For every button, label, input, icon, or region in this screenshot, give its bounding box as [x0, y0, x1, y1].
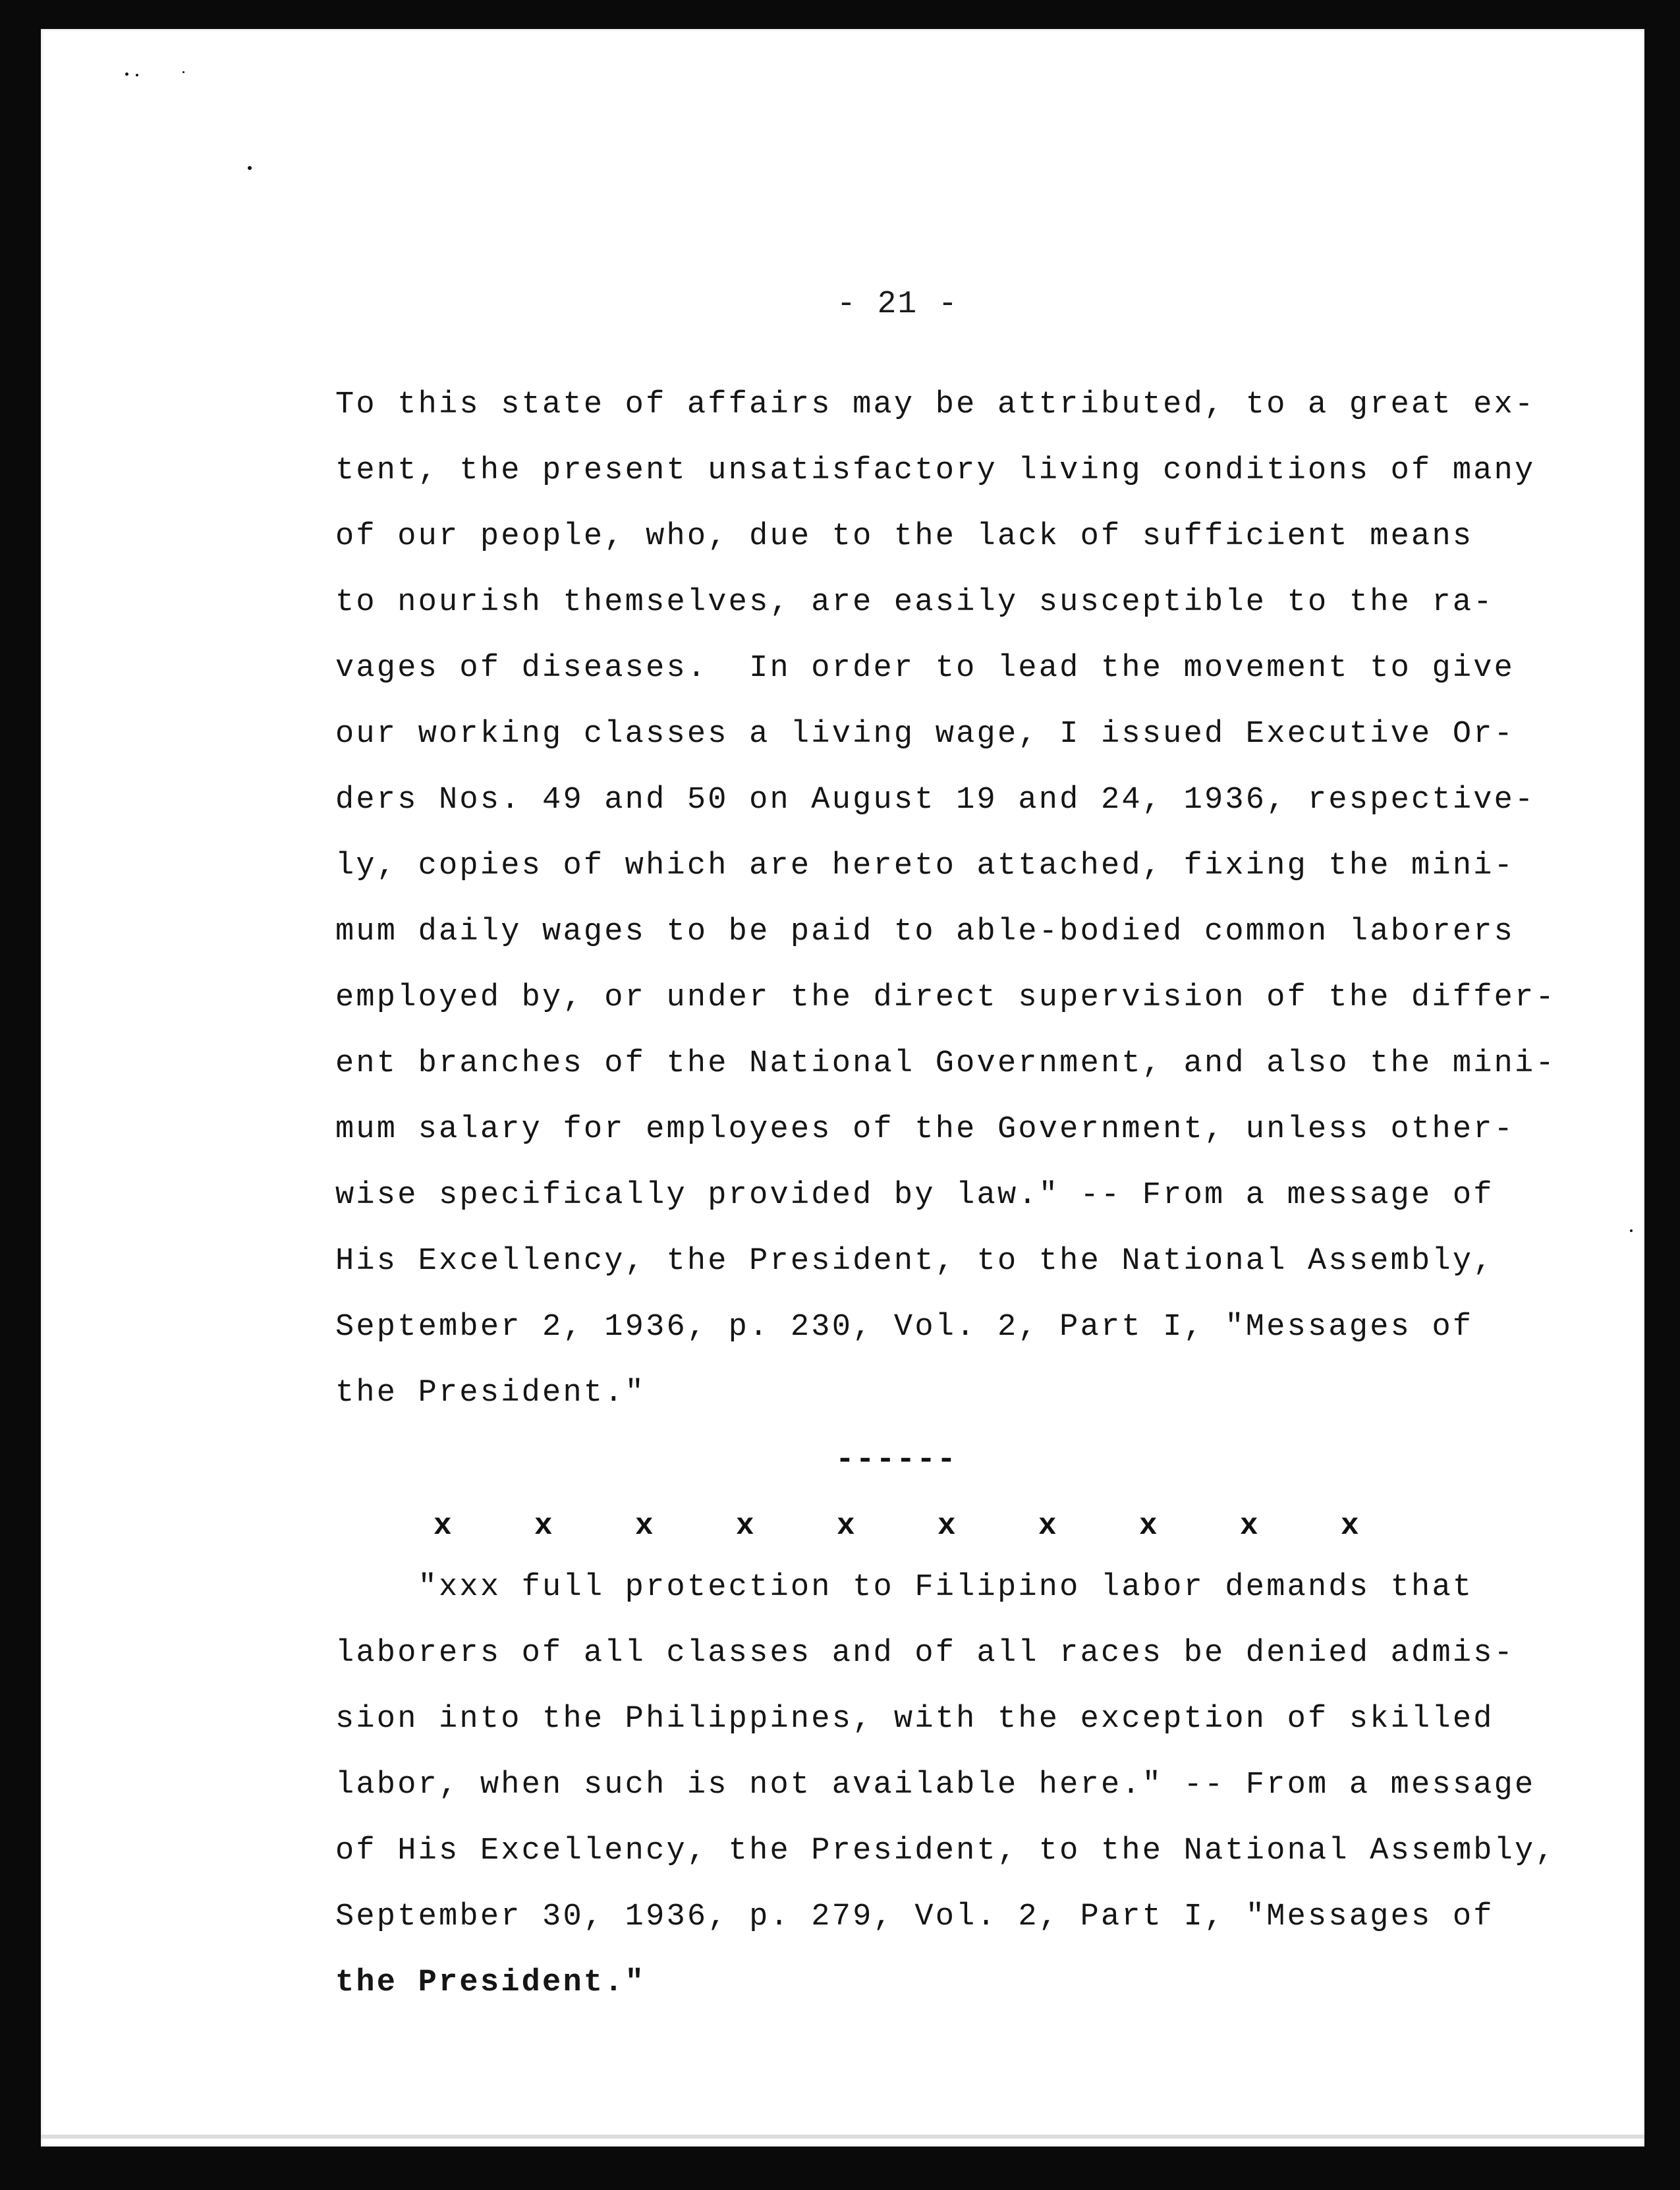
- text-line: ent branches of the National Government, and also the mini-: [335, 1046, 1556, 1081]
- text-line: to nourish themselves, are easily susceptible to the ra-: [335, 585, 1494, 620]
- text-line: mum salary for employees of the Government, unless other-: [335, 1112, 1515, 1147]
- text-line: mum daily wages to be paid to able-bodied common laborers: [335, 914, 1515, 949]
- scan-speck: [182, 71, 184, 73]
- scan-speck: [248, 166, 252, 170]
- omission-mark: x: [534, 1509, 553, 1543]
- omission-mark: x: [434, 1509, 452, 1543]
- omission-mark: x: [837, 1509, 855, 1543]
- omission-mark: x: [736, 1509, 754, 1543]
- text-line: September 2, 1936, p. 230, Vol. 2, Part I, "Messages of: [335, 1310, 1474, 1345]
- omission-marks-row: [434, 1509, 1389, 1548]
- text-line: our working classes a living wage, I issued Executive Or-: [335, 717, 1515, 752]
- page-number: - 21 -: [837, 287, 959, 322]
- text-line: sion into the Philippines, with the exception of skilled: [335, 1702, 1494, 1737]
- text-line: the President.": [335, 1965, 646, 2000]
- text-line: "xxx full protection to Filipino labor demands that: [335, 1570, 1474, 1605]
- text-line: ders Nos. 49 and 50 on August 19 and 24, 1936, respective-: [335, 783, 1536, 818]
- text-line: the President.": [335, 1376, 646, 1411]
- scan-speck: [1630, 1229, 1633, 1232]
- paragraph-1: [335, 372, 1556, 1426]
- text-line: ly, copies of which are hereto attached, fixing the mini-: [335, 849, 1515, 884]
- scan-speck: [125, 72, 128, 76]
- text-line: vages of diseases. In order to lead the movement to give: [335, 651, 1515, 686]
- page-bottom-edge: [41, 2135, 1644, 2139]
- section-divider: ------: [835, 1442, 957, 1478]
- text-line: of our people, who, due to the lack of sufficient means: [335, 519, 1474, 554]
- text-line: laborers of all classes and of all races be denied admis-: [335, 1636, 1515, 1671]
- omission-mark: x: [1139, 1509, 1158, 1543]
- text-line: wise specifically provided by law." -- From a message of: [335, 1178, 1494, 1213]
- omission-mark: x: [938, 1509, 956, 1543]
- text-line: labor, when such is not available here." -- From a message: [335, 1768, 1536, 1803]
- text-line: To this state of affairs may be attributed, to a great ex-: [335, 387, 1536, 422]
- text-line: September 30, 1936, p. 279, Vol. 2, Part I, "Messages of: [335, 1899, 1494, 1934]
- omission-mark: x: [635, 1509, 654, 1543]
- scan-speck: [136, 74, 138, 76]
- omission-mark: x: [1038, 1509, 1057, 1543]
- paragraph-2: [335, 1555, 1556, 2016]
- text-line: tent, the present unsatisfactory living conditions of many: [335, 453, 1536, 488]
- omission-mark: x: [1240, 1509, 1258, 1543]
- omission-mark: x: [1341, 1509, 1359, 1543]
- text-line: of His Excellency, the President, to the National Assembly,: [335, 1834, 1556, 1868]
- text-line: employed by, or under the direct supervision of the differ-: [335, 980, 1556, 1015]
- text-line: His Excellency, the President, to the National Assembly,: [335, 1244, 1494, 1279]
